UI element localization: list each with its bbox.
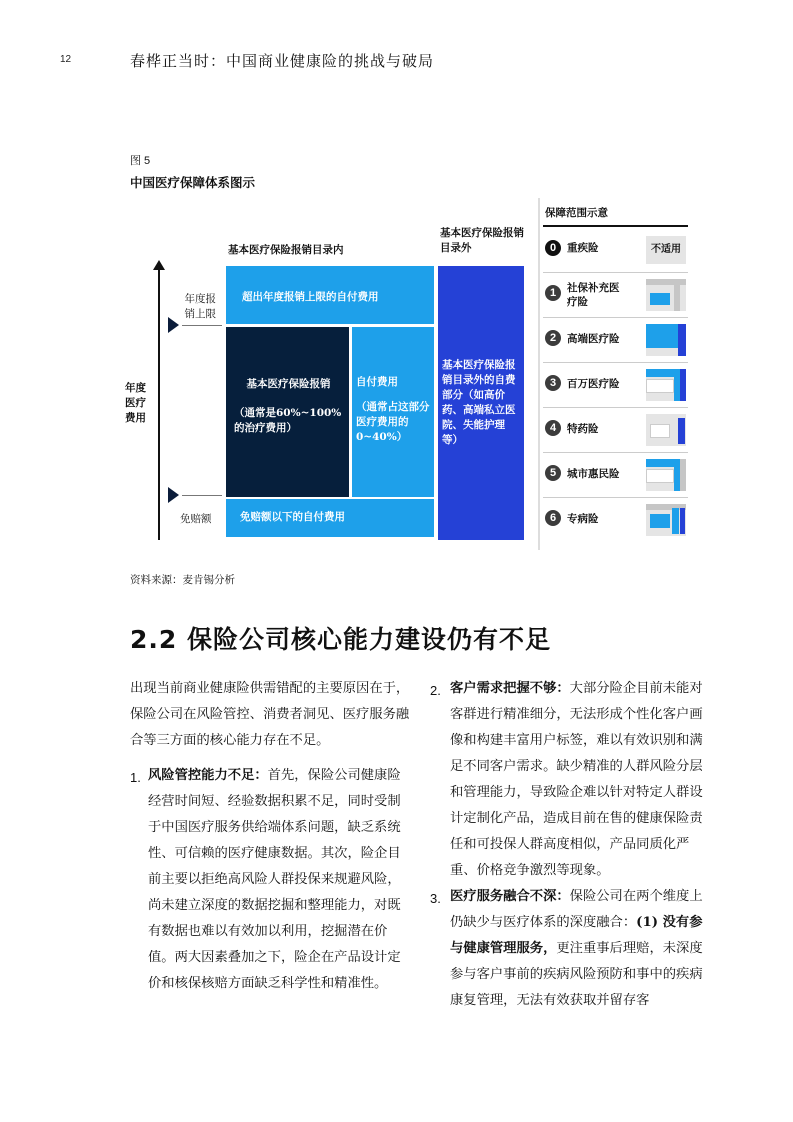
annual-limit-label: 年度报销上限 <box>184 293 216 320</box>
legend-item <box>543 363 688 408</box>
item-number: 3. <box>430 891 441 906</box>
y-axis-label: 年度医疗费用 <box>125 382 146 424</box>
below-deductible-box <box>226 499 434 537</box>
in-catalog-label: 基本医疗保险报销目录内 <box>228 244 344 256</box>
item-subbody: 更注重事后理赔，未深度参与客户事前的疾病风险预防和事中的疾病康复管理，无法有效获取并留存客 <box>450 941 703 1008</box>
over-limit-text: 超出年度报销上限的自付费用 <box>242 291 379 303</box>
item-body: 保险公司在两个维度上仍缺少与医疗体系的深度融合： <box>450 889 703 930</box>
item-body: 大部分险企目前未能对客群进行精准细分，无法形成个性化客户画像和构建丰富用户标签，难以有效识别和满足不同客户需求。缺少精准的人群风险分层和管理能力，导致险企难以针对特定人群设计定制化产品，造成目前在售的健康保险责任和可投保人群高度相似，产品同质化严重、价格竞争激烈等现象。 <box>450 681 703 878</box>
coverage-thumbnail-icon <box>646 459 686 491</box>
item-heading: 风险管控能力不足： <box>148 768 268 783</box>
legend-number: 2 <box>545 330 561 346</box>
self-pay-note: （通常占这部分医疗费用的0~40%） <box>356 401 430 443</box>
item-heading: 客户需求把握不够： <box>450 681 570 696</box>
legend-label: 百万医疗险 <box>567 378 620 390</box>
annual-limit-line <box>182 325 222 326</box>
item-body: 首先，保险公司健康险经营时间短、经验数据积累不足，同时受制于中国医疗服务供给端体系问题，缺乏系统性、可信赖的医疗健康数据。其次，险企目前主要以拒绝高风险人群投保来规避风险，尚未建立深度的数据挖掘和整理能力，对既有数据也难以有效加以利用，挖掘潜在价值。两大因素叠加之下，险企在产品设计定价和核保核赔方面缺乏科学性和精准性。 <box>148 768 401 991</box>
legend-number: 1 <box>545 285 561 301</box>
y-axis-arrow-icon <box>153 260 165 270</box>
figure-title: 中国医疗保障体系图示 <box>130 175 256 190</box>
over-limit-box <box>226 266 434 324</box>
basic-insurance-note: （通常是60%~100%的治疗费用） <box>234 407 342 434</box>
list-item-risk <box>148 763 410 997</box>
item-number: 1. <box>130 770 141 785</box>
legend-number: 5 <box>545 465 561 481</box>
legend-label: 城市惠民险 <box>567 468 620 480</box>
below-deductible-text: 免赔额以下的自付费用 <box>240 511 345 523</box>
out-of-catalog-box <box>438 266 524 540</box>
basic-insurance-title: 基本医疗保险报销 <box>246 378 331 390</box>
legend-label: 社保补充医疗险 <box>567 282 620 308</box>
coverage-thumbnail-icon <box>646 504 686 536</box>
deductible-line <box>182 495 222 496</box>
deductible-marker-icon <box>168 487 179 503</box>
running-header: 春桦正当时：中国商业健康险的挑战与破局 <box>130 52 435 70</box>
deductible-label: 免赔额 <box>180 513 212 525</box>
legend-item <box>543 273 688 318</box>
figure-source: 资料来源：麦肯锡分析 <box>130 574 235 586</box>
out-catalog-label: 基本医疗保险报销目录外 <box>440 227 524 254</box>
not-applicable-tag: 不适用 <box>646 236 686 264</box>
list-item-customer <box>450 676 712 884</box>
item-number: 2. <box>430 683 441 698</box>
legend-item <box>543 318 688 363</box>
legend-divider <box>538 198 540 550</box>
legend-number: 3 <box>545 375 561 391</box>
legend-label: 重疾险 <box>567 242 599 254</box>
self-pay-box <box>352 327 434 497</box>
legend-label: 特药险 <box>567 423 599 435</box>
legend-number: 4 <box>545 420 561 436</box>
figure-label: 图 5 <box>130 155 151 167</box>
item-heading: 医疗服务融合不深： <box>450 889 570 904</box>
item-subheading: (1) 没有参与健康管理服务， <box>450 915 703 956</box>
legend-number: 6 <box>545 510 561 526</box>
coverage-thumbnail-icon <box>646 279 686 311</box>
section-title: 2.2 保险公司核心能力建设仍有不足 <box>130 625 551 654</box>
y-axis-line <box>158 268 160 540</box>
coverage-thumbnail-icon <box>646 324 686 356</box>
legend-title: 保障范围示意 <box>545 207 608 219</box>
legend-item <box>543 408 688 453</box>
page-number: 12 <box>60 54 72 65</box>
list-item-medical <box>450 884 712 1014</box>
coverage-thumbnail-icon <box>646 414 686 446</box>
legend-title-rule <box>543 225 688 227</box>
legend-label: 专病险 <box>567 513 599 525</box>
legend-item <box>543 228 688 273</box>
legend-item <box>543 453 688 498</box>
legend-item <box>543 498 688 543</box>
self-pay-title: 自付费用 <box>356 376 398 388</box>
legend-number: 0 <box>545 240 561 256</box>
out-of-catalog-text: 基本医疗保险报销目录外的自费部分（如高价药、高端私立医院、失能护理等） <box>442 359 516 446</box>
legend-label: 高端医疗险 <box>567 333 620 345</box>
basic-insurance-box <box>226 327 349 497</box>
annual-limit-marker-icon <box>168 317 179 333</box>
intro-paragraph: 出现当前商业健康险供需错配的主要原因在于，保险公司在风险管控、消费者洞见、医疗服务融合等三方面的核心能力存在不足。 <box>130 681 410 748</box>
coverage-thumbnail-icon <box>646 369 686 401</box>
